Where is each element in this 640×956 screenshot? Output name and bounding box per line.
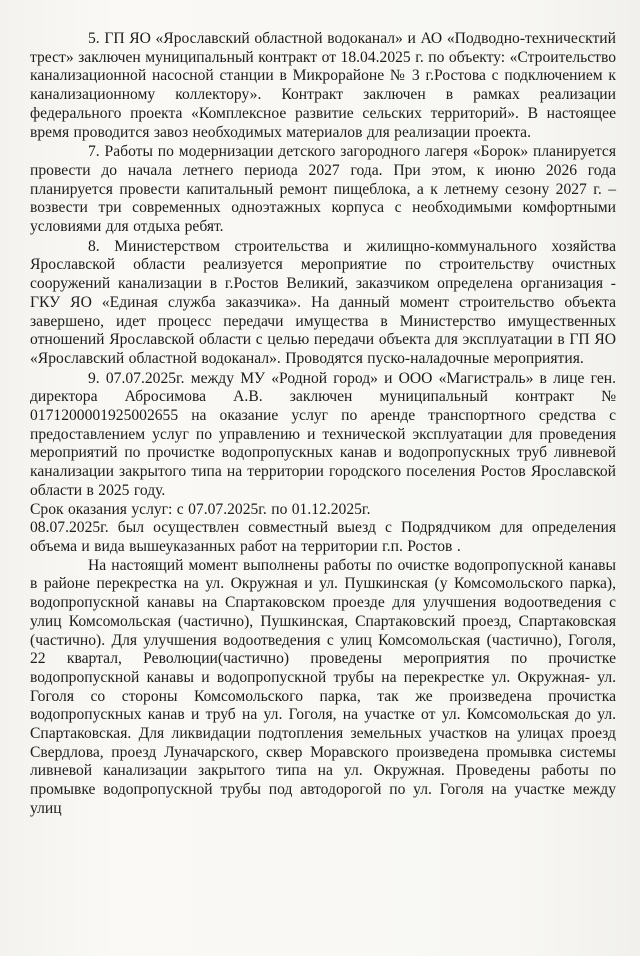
joint-visit-paragraph: 08.07.2025г. был осуществлен совместный выезд с Подрядчиком для определения объема и вида вышеуказанных работ на территории г.п. Ростов . [30, 519, 616, 555]
paragraph-9: 9. 07.07.2025г. между МУ «Родной город» и ООО «Магистраль» в лице ген. директора Абросимова А.В. заключен муниципальный контракт № 0171200001925002655 на оказание услуг по аренде транспортного средства с предоставлением услуг по управлению и технической эксплуатации для проведения мероприятий по прочистке водопропускных канав и водопропускных труб ливневой канализации закрытого типа на территории городского поселения Ростов Ярославской области в 2025 году. [30, 369, 616, 499]
paragraph-8: 8. Министерством строительства и жилищно-коммунального хозяйства Ярославской области реализуется мероприятие по строительству очистных сооружений канализации в г.Ростов Великий, заказчиком определена организация - ГКУ ЯО «Единая служба заказчика». На данный момент строительство объекта завершено, идет процесс передачи имущества в Министерство имущественных отношений Ярославской области с целью передачи объекта для эксплуатации в ГП ЯО «Ярославский областной водоканал». Проводятся пуско-наладочные мероприятия. [30, 237, 616, 367]
paragraph-5: 5. ГП ЯО «Ярославский областной водоканал» и АО «Подводно-техническтий трест» заключен муниципальный контракт от 18.04.2025 г. по объекту: «Строительство канализационной насосной станции в Микрорайоне № 3 г.Ростова с подключением к канализационному коллектору». Контракт заключен в рамках реализации федерального проекта «Комплексное развитие сельских территорий». В настоящее время проводится завоз необходимых материалов для реализации проекта. [30, 30, 616, 141]
service-term-line: Срок оказания услуг: с 07.07.2025г. по 01.12.2025г. [30, 500, 371, 518]
paragraph-7: 7. Работы по модернизации детского загородного лагеря «Борок» планируется провести до начала летнего периода 2027 года. При этом, к июню 2026 года планируется провести капитальный ремонт пищеблока, а к летнему сезону 2027 г. – возвести три современных одноэтажных корпуса с необходимыми комфортными условиями для отдыха ребят. [30, 143, 616, 236]
work-progress-paragraph: На настоящий момент выполнены работы по очистке водопропускной канавы в районе перекрестка на ул. Окружная и ул. Пушкинская (у Комсомольского парка), водопропускной канавы на Спартаковском проезде для улучшения водоотведения с улиц Комсомольская (частично), Пушкинская, Спартаковский проезд, Спартаковская (частично). Для улучшения водоотведения с улиц Комсомольская (частично), Гоголя, 22 квартал, Революции(частично) проведены мероприятия по прочистке водопропускной канавы и водопропускной трубы на перекрестке ул. Окружная- ул. Гоголя со стороны Комсомольского парка, так же произведена прочистка водопропускных канав и труб на ул. Гоголя, на участке от ул. Комсомольская до ул. Спартаковская. Для ликвидации подтопления земельных участков на улицах проезд Свердлова, проезд Луначарского, сквер Моравского произведена промывка системы ливневой канализации закрытого типа на ул. Окружная. Проведены работы по промывке водопропускной трубы под автодорогой по ул. Гоголя на участке между улиц [30, 556, 616, 817]
